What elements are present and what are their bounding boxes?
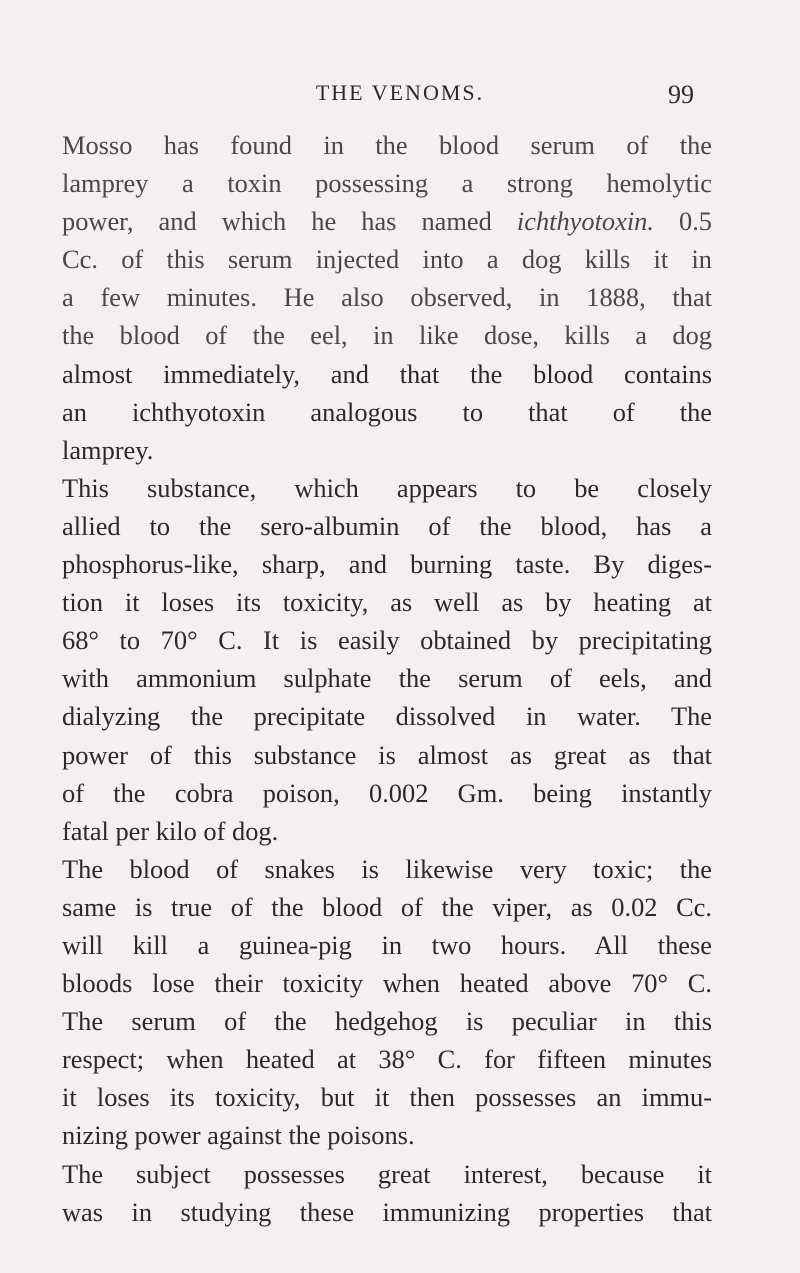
text-line: it loses its toxicity, but it then possesses an immu- (62, 1082, 712, 1113)
text-line: This substance, which appears to be closely (62, 472, 712, 503)
text-line: allied to the sero-albumin of the blood, has a (62, 510, 712, 541)
text-line: tion it loses its toxicity, as well as by heating at (62, 587, 712, 618)
text-line: same is true of the blood of the viper, as 0.02 Cc. (62, 891, 712, 922)
text-line: almost immediately, and that the blood contains (62, 358, 712, 389)
italic-term: ichthyotoxin. (516, 206, 654, 237)
text-segment: 0.5 (653, 206, 713, 237)
text-line: of the cobra poison, 0.002 Gm. being instantly (62, 777, 712, 808)
text-line: 68° to 70° C. It is easily obtained by precipitating (62, 625, 712, 656)
text-line: respect; when heated at 38° C. for fifteen minutes (62, 1044, 712, 1075)
running-title: THE VENOMS. (315, 80, 485, 105)
text-line: with ammonium sulphate the serum of eels, and (62, 663, 712, 694)
text-line: Cc. of this serum injected into a dog kills it in (62, 244, 712, 275)
text-segment: power, and which he has named (62, 206, 517, 237)
text-line: the blood of the eel, in like dose, kills a dog (62, 320, 712, 351)
text-line: bloods lose their toxicity when heated above 70° C. (62, 968, 712, 999)
text-line: The subject possesses great interest, because it (62, 1158, 712, 1189)
text-line: was in studying these immunizing properties that (62, 1196, 712, 1227)
text-line: fatal per kilo of dog. (62, 815, 279, 846)
body-text (62, 126, 712, 1231)
text-line: phosphorus-like, sharp, and burning taste. By diges- (62, 549, 712, 580)
text-line: lamprey. (62, 434, 154, 465)
text-line: dialyzing the precipitate dissolved in water. The (62, 701, 712, 732)
text-line: The blood of snakes is likewise very toxic; the (62, 853, 712, 884)
text-line: an ichthyotoxin analogous to that of the (62, 396, 712, 427)
text-line: power of this substance is almost as great as that (62, 739, 712, 770)
page-number: 99 (668, 80, 694, 109)
text-line: Mosso has found in the blood serum of the (62, 130, 712, 160)
text-line: The serum of the hedgehog is peculiar in this (62, 1006, 712, 1037)
text-line: nizing power against the poisons. (62, 1120, 415, 1151)
text-line: will kill a guinea-pig in two hours. All these (62, 929, 712, 960)
text-line (62, 202, 712, 240)
running-head (0, 80, 800, 120)
text-line: a few minutes. He also observed, in 1888, that (62, 282, 712, 313)
text-line: lamprey a toxin possessing a strong hemolytic (62, 168, 712, 199)
